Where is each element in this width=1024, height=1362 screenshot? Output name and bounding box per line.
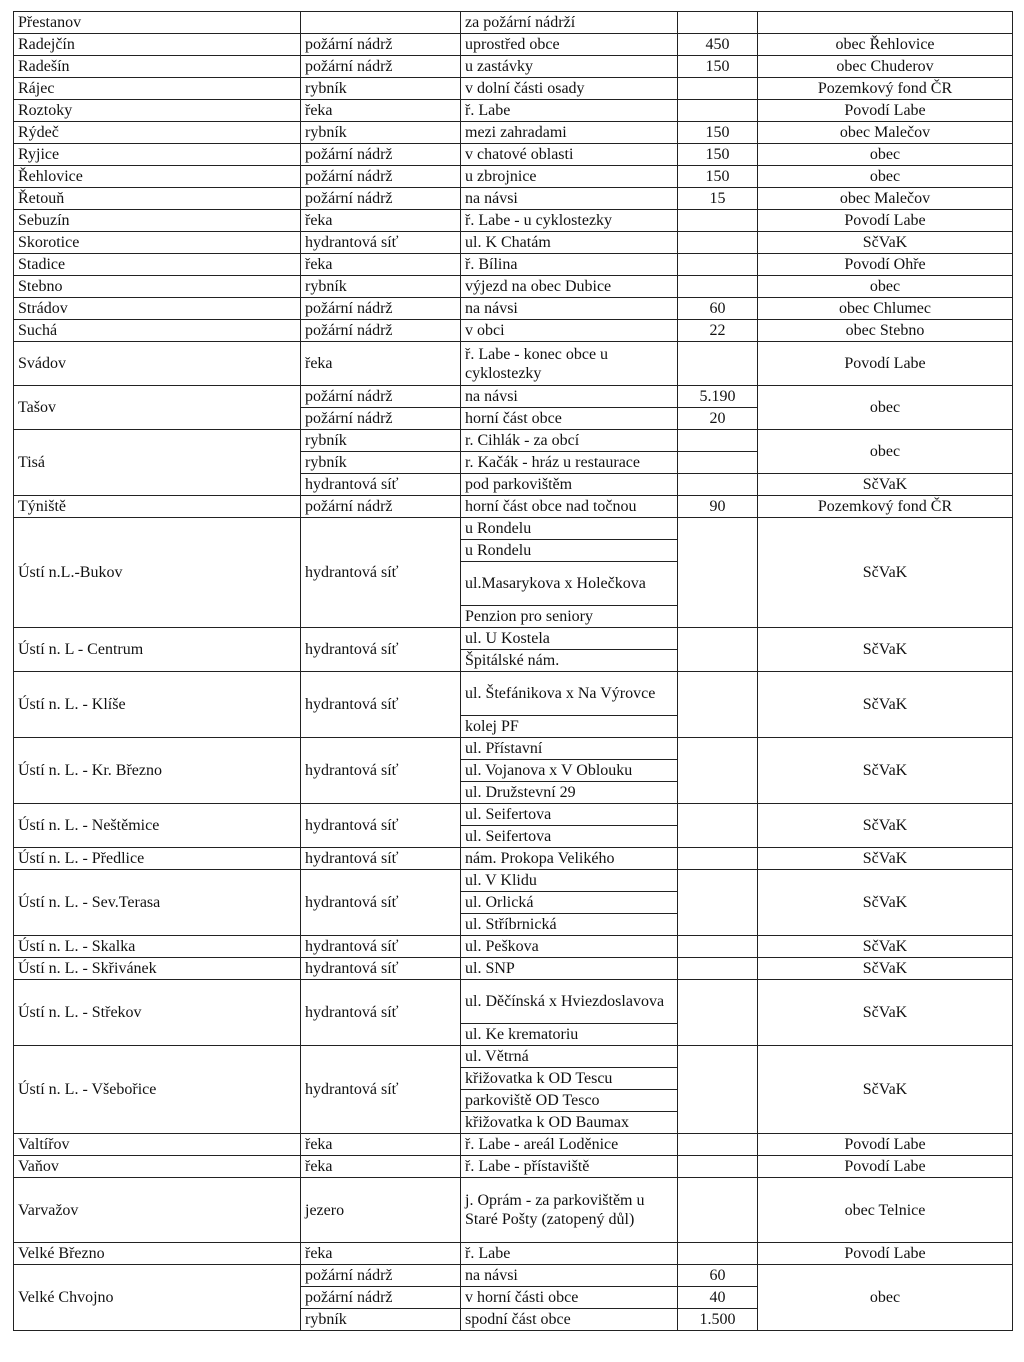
volume-cell [678,628,758,672]
owner-cell: SčVaK [758,848,1013,870]
source-type-cell: rybník [301,430,461,452]
location-cell: Stadice [14,254,301,276]
volume-cell: 150 [678,166,758,188]
owner-cell: SčVaK [758,672,1013,738]
owner-cell: SčVaK [758,232,1013,254]
source-type-cell: požární nádrž [301,166,461,188]
place-cell: ul. SNP [461,958,678,980]
location-cell: Valtířov [14,1134,301,1156]
place-cell: spodní část obce [461,1309,678,1331]
place-cell: v chatové oblasti [461,144,678,166]
table-row [14,12,1013,34]
table-row [14,188,1013,210]
source-type-cell: rybník [301,276,461,298]
source-type-cell: požární nádrž [301,298,461,320]
table-row [14,1178,1013,1243]
location-cell: Velké Chvojno [14,1265,301,1331]
source-type-cell: hydrantová síť [301,848,461,870]
owner-cell: obec [758,386,1013,430]
place-cell: ř. Labe [461,100,678,122]
source-type-cell: řeka [301,100,461,122]
volume-cell: 15 [678,188,758,210]
place-cell: j. Oprám - za parkovištěm u Staré Pošty (zatopený důl) [461,1178,678,1243]
source-type-cell: hydrantová síť [301,936,461,958]
source-type-cell: řeka [301,342,461,386]
location-cell: Řehlovice [14,166,301,188]
place-cell: ul. Větrná [461,1046,678,1068]
place-cell: ř. Labe - areál Loděnice [461,1134,678,1156]
table-row [14,958,1013,980]
volume-cell [678,980,758,1046]
place-cell: ul. K Chatám [461,232,678,254]
table-row [14,936,1013,958]
table-row [14,1134,1013,1156]
table-row [14,386,1013,408]
table-row [14,342,1013,386]
table-row [14,1243,1013,1265]
place-cell: ř. Labe [461,1243,678,1265]
owner-cell: Povodí Labe [758,1156,1013,1178]
place-cell: ul. Seifertova [461,804,678,826]
place-cell: horní část obce [461,408,678,430]
owner-cell: obec [758,1265,1013,1331]
owner-cell: SčVaK [758,980,1013,1046]
place-cell: Špitálské nám. [461,650,678,672]
owner-cell: SčVaK [758,1046,1013,1134]
place-cell: ř. Labe - konec obce u cyklostezky [461,342,678,386]
volume-cell [678,342,758,386]
location-cell: Stebno [14,276,301,298]
volume-cell: 1.500 [678,1309,758,1331]
volume-cell [678,12,758,34]
owner-cell: obec Řehlovice [758,34,1013,56]
place-cell: ul. Peškova [461,936,678,958]
place-cell: horní část obce nad točnou [461,496,678,518]
owner-cell: obec [758,276,1013,298]
location-cell: Ústí n. L. - Skřivánek [14,958,301,980]
location-cell: Ústí n. L. - Kr. Březno [14,738,301,804]
table-row [14,320,1013,342]
volume-cell: 40 [678,1287,758,1309]
table-row [14,210,1013,232]
volume-cell: 60 [678,298,758,320]
source-type-cell: hydrantová síť [301,232,461,254]
source-type-cell: hydrantová síť [301,870,461,936]
place-cell: ul. Stříbrnická [461,914,678,936]
location-cell: Svádov [14,342,301,386]
volume-cell [678,804,758,848]
table-row [14,1265,1013,1287]
location-cell: Ústí n.L.-Bukov [14,518,301,628]
location-cell: Radešín [14,56,301,78]
location-cell: Suchá [14,320,301,342]
table-row [14,848,1013,870]
place-cell: ul. Přístavní [461,738,678,760]
source-type-cell: hydrantová síť [301,980,461,1046]
source-type-cell: řeka [301,1243,461,1265]
place-cell: r. Kačák - hráz u restaurace [461,452,678,474]
location-cell: Ústí n. L. - Klíše [14,672,301,738]
volume-cell [678,1243,758,1265]
place-cell: ř. Bílina [461,254,678,276]
table-row [14,100,1013,122]
source-type-cell: jezero [301,1178,461,1243]
owner-cell [758,12,1013,34]
place-cell: pod parkovištěm [461,474,678,496]
owner-cell: Povodí Labe [758,100,1013,122]
source-type-cell: řeka [301,254,461,276]
place-cell: ul. Vojanova x V Oblouku [461,760,678,782]
owner-cell: SčVaK [758,804,1013,848]
table-row [14,1046,1013,1068]
volume-cell [678,1156,758,1178]
source-type-cell: hydrantová síť [301,738,461,804]
volume-cell [678,870,758,936]
place-cell: za požární nádrží [461,12,678,34]
source-type-cell: hydrantová síť [301,958,461,980]
volume-cell [678,848,758,870]
table-row [14,738,1013,760]
volume-cell: 22 [678,320,758,342]
location-cell: Tisá [14,430,301,496]
source-type-cell [301,12,461,34]
place-cell: na návsi [461,386,678,408]
location-cell: Ústí n. L - Centrum [14,628,301,672]
location-cell: Ryjice [14,144,301,166]
place-cell: ul.Masarykova x Holečkova [461,562,678,606]
place-cell: křižovatka k OD Tescu [461,1068,678,1090]
source-type-cell: požární nádrž [301,1265,461,1287]
source-type-cell: požární nádrž [301,188,461,210]
place-cell: ul. Seifertova [461,826,678,848]
owner-cell: Povodí Labe [758,210,1013,232]
location-cell: Skorotice [14,232,301,254]
owner-cell: obec [758,166,1013,188]
source-type-cell: hydrantová síť [301,474,461,496]
place-cell: v horní části obce [461,1287,678,1309]
location-cell: Roztoky [14,100,301,122]
place-cell: na návsi [461,1265,678,1287]
place-cell: ul. V Klidu [461,870,678,892]
table-row [14,496,1013,518]
table-row [14,56,1013,78]
place-cell: v obci [461,320,678,342]
place-cell: v dolní části osady [461,78,678,100]
owner-cell: Povodí Ohře [758,254,1013,276]
source-type-cell: rybník [301,1309,461,1331]
location-cell: Velké Březno [14,1243,301,1265]
table-body [14,12,1013,1331]
source-type-cell: rybník [301,78,461,100]
place-cell: ř. Labe - přístaviště [461,1156,678,1178]
location-cell: Řetouň [14,188,301,210]
location-cell: Strádov [14,298,301,320]
volume-cell: 90 [678,496,758,518]
place-cell: u Rondelu [461,540,678,562]
place-cell: uprostřed obce [461,34,678,56]
location-cell: Sebuzín [14,210,301,232]
place-cell: r. Cihlák - za obcí [461,430,678,452]
table-row [14,518,1013,540]
table-row [14,144,1013,166]
table-row [14,1156,1013,1178]
volume-cell [678,936,758,958]
owner-cell: obec Stebno [758,320,1013,342]
owner-cell: obec [758,430,1013,474]
table-row [14,430,1013,452]
table-row [14,628,1013,650]
source-type-cell: rybník [301,452,461,474]
owner-cell: Pozemkový fond ČR [758,496,1013,518]
owner-cell: obec Malečov [758,122,1013,144]
table-row [14,78,1013,100]
location-cell: Ústí n. L. - Sev.Terasa [14,870,301,936]
source-type-cell: požární nádrž [301,56,461,78]
table-row [14,254,1013,276]
source-type-cell: hydrantová síť [301,518,461,628]
place-cell: kolej PF [461,716,678,738]
owner-cell: SčVaK [758,958,1013,980]
owner-cell: SčVaK [758,870,1013,936]
place-cell: ul. U Kostela [461,628,678,650]
volume-cell [678,210,758,232]
owner-cell: SčVaK [758,518,1013,628]
location-cell: Týniště [14,496,301,518]
volume-cell [678,254,758,276]
volume-cell [678,474,758,496]
location-cell: Rájec [14,78,301,100]
volume-cell [678,430,758,452]
location-cell: Rýdeč [14,122,301,144]
volume-cell [678,276,758,298]
owner-cell: Povodí Labe [758,342,1013,386]
owner-cell: SčVaK [758,474,1013,496]
location-cell: Ústí n. L. - Předlice [14,848,301,870]
place-cell: u zbrojnice [461,166,678,188]
volume-cell: 150 [678,56,758,78]
place-cell: u Rondelu [461,518,678,540]
owner-cell: SčVaK [758,628,1013,672]
owner-cell: SčVaK [758,936,1013,958]
location-cell: Přestanov [14,12,301,34]
volume-cell [678,738,758,804]
volume-cell [678,518,758,628]
source-type-cell: požární nádrž [301,320,461,342]
source-type-cell: hydrantová síť [301,804,461,848]
owner-cell: Povodí Labe [758,1134,1013,1156]
owner-cell: obec [758,144,1013,166]
location-cell: Ústí n. L. - Neštěmice [14,804,301,848]
location-cell: Tašov [14,386,301,430]
owner-cell: obec Malečov [758,188,1013,210]
table-row [14,34,1013,56]
owner-cell: Povodí Labe [758,1243,1013,1265]
volume-cell [678,1134,758,1156]
volume-cell: 450 [678,34,758,56]
source-type-cell: požární nádrž [301,1287,461,1309]
source-type-cell: požární nádrž [301,34,461,56]
owner-cell: obec Telnice [758,1178,1013,1243]
location-cell: Radejčín [14,34,301,56]
place-cell: na návsi [461,298,678,320]
volume-cell [678,78,758,100]
owner-cell: SčVaK [758,738,1013,804]
table-row [14,166,1013,188]
source-type-cell: požární nádrž [301,144,461,166]
place-cell: ul. Družstevní 29 [461,782,678,804]
place-cell: mezi zahradami [461,122,678,144]
place-cell: parkoviště OD Tesco [461,1090,678,1112]
table-row [14,980,1013,1024]
water-sources-table [13,11,1013,1331]
owner-cell: Pozemkový fond ČR [758,78,1013,100]
place-cell: nám. Prokopa Velikého [461,848,678,870]
volume-cell: 150 [678,144,758,166]
table-row [14,122,1013,144]
source-type-cell: řeka [301,1156,461,1178]
place-cell: u zastávky [461,56,678,78]
volume-cell [678,672,758,738]
volume-cell [678,100,758,122]
place-cell: ul. Štefánikova x Na Výrovce [461,672,678,716]
source-type-cell: rybník [301,122,461,144]
table-row [14,298,1013,320]
table-row [14,232,1013,254]
place-cell: ul. Děčínská x Hviezdoslavova [461,980,678,1024]
volume-cell [678,1046,758,1134]
place-cell: ul. Orlická [461,892,678,914]
volume-cell: 20 [678,408,758,430]
owner-cell: obec Chuderov [758,56,1013,78]
place-cell: křižovatka k OD Baumax [461,1112,678,1134]
volume-cell [678,452,758,474]
location-cell: Ústí n. L. - Skalka [14,936,301,958]
place-cell: ř. Labe - u cyklostezky [461,210,678,232]
table-row [14,804,1013,826]
source-type-cell: hydrantová síť [301,628,461,672]
volume-cell: 150 [678,122,758,144]
source-type-cell: požární nádrž [301,496,461,518]
source-type-cell: řeka [301,1134,461,1156]
source-type-cell: hydrantová síť [301,1046,461,1134]
source-type-cell: požární nádrž [301,408,461,430]
source-type-cell: požární nádrž [301,386,461,408]
location-cell: Ústí n. L. - Střekov [14,980,301,1046]
owner-cell: obec Chlumec [758,298,1013,320]
source-type-cell: hydrantová síť [301,672,461,738]
place-cell: ul. Ke krematoriu [461,1024,678,1046]
place-cell: Penzion pro seniory [461,606,678,628]
table-row [14,276,1013,298]
location-cell: Varvažov [14,1178,301,1243]
place-cell: na návsi [461,188,678,210]
location-cell: Ústí n. L. - Všebořice [14,1046,301,1134]
volume-cell [678,1178,758,1243]
volume-cell: 5.190 [678,386,758,408]
table-row [14,870,1013,892]
volume-cell [678,958,758,980]
table-row [14,672,1013,716]
place-cell: výjezd na obec Dubice [461,276,678,298]
volume-cell [678,232,758,254]
source-type-cell: řeka [301,210,461,232]
location-cell: Vaňov [14,1156,301,1178]
volume-cell: 60 [678,1265,758,1287]
